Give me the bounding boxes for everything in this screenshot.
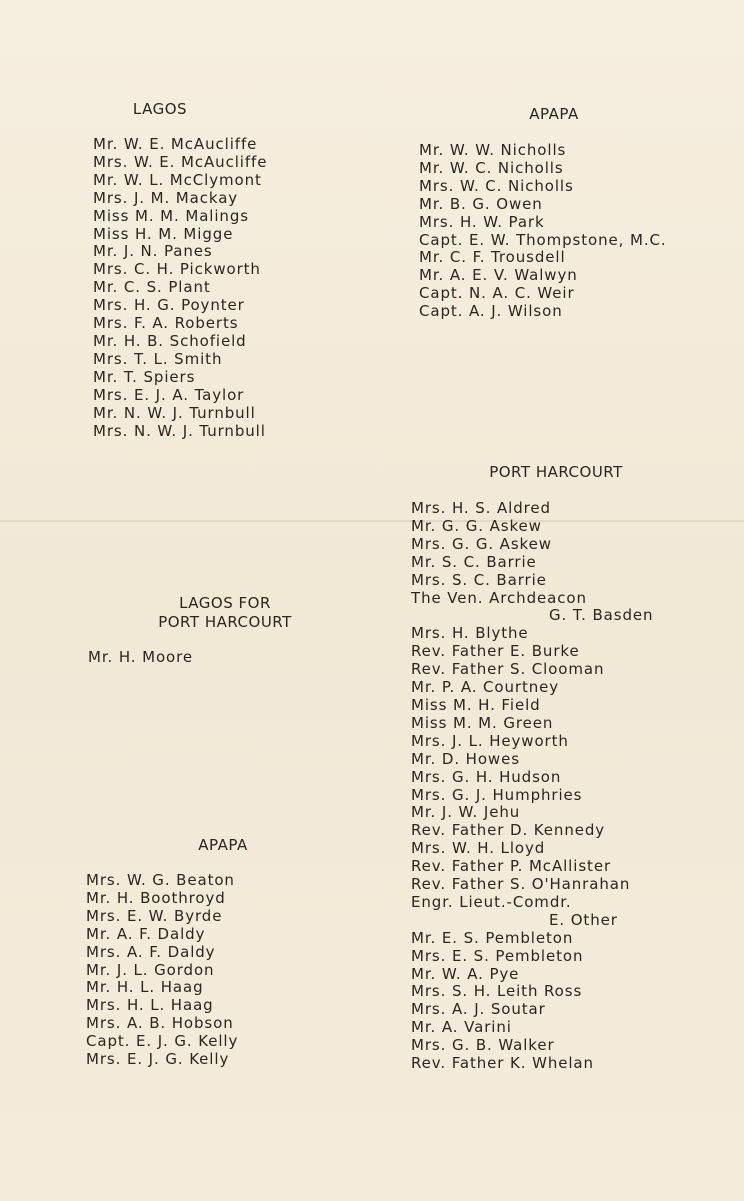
section-apapa-top xyxy=(419,105,719,321)
passenger-name: Mrs. H. L. Haag xyxy=(86,996,214,1015)
section-heading: PORT HARCOURT xyxy=(489,463,623,481)
passenger-name: Mrs. W. H. Lloyd xyxy=(411,839,546,858)
passenger-name: Mr. C. S. Plant xyxy=(93,278,211,297)
passenger-name: Rev. Father E. Burke xyxy=(411,642,580,661)
passenger-name: Mrs. J. M. Mackay xyxy=(93,188,239,207)
passenger-name: Mrs. E. J. A. Taylor xyxy=(93,385,245,404)
passenger-name: Miss M. M. Green xyxy=(411,713,554,732)
passenger-name: Mr. H. Boothroyd xyxy=(86,888,226,907)
passenger-name: Mrs. G. H. Hudson xyxy=(411,767,562,786)
passenger-name: Capt. E. J. G. Kelly xyxy=(86,1032,239,1051)
section-heading: LAGOS xyxy=(132,100,188,118)
passenger-name: Mrs. A. J. Soutar xyxy=(411,1000,546,1019)
passenger-name: Mr. W. C. Nicholls xyxy=(419,158,564,177)
passenger-name: Mr. W. L. McClymont xyxy=(93,170,262,189)
passenger-name: Mr. H. Moore xyxy=(88,648,193,666)
passenger-name: E. Other xyxy=(549,910,618,929)
passenger-name: Mrs. H. W. Park xyxy=(419,212,545,231)
section-heading-line1: LAGOS FOR xyxy=(179,594,271,612)
passenger-name: Mrs. E. J. G. Kelly xyxy=(86,1050,230,1069)
passenger-name: Mr. S. C. Barrie xyxy=(411,552,537,571)
passenger-name: Mr. J. L. Gordon xyxy=(86,960,215,979)
section-heading: APAPA xyxy=(529,105,579,123)
passenger-name: Mrs. W. E. McAucliffe xyxy=(93,152,268,171)
passenger-name: Mrs. F. A. Roberts xyxy=(93,314,239,333)
passenger-name: Mr. H. B. Schofield xyxy=(93,331,247,350)
section-port-harcourt xyxy=(411,463,731,1073)
passenger-name: Capt. N. A. C. Weir xyxy=(419,284,575,303)
passenger-name: Mrs. E. S. Pembleton xyxy=(411,946,584,965)
passenger-name: Mr. E. S. Pembleton xyxy=(411,928,574,947)
passenger-name: Miss H. M. Migge xyxy=(93,224,234,243)
passenger-name: Mr. T. Spiers xyxy=(93,367,196,386)
passenger-name: Mrs. J. L. Heyworth xyxy=(411,731,569,750)
passenger-name: The Ven. Archdeacon xyxy=(411,588,587,607)
passenger-name: Mrs. E. W. Byrde xyxy=(86,906,223,925)
passenger-name: Rev. Father S. Clooman xyxy=(411,660,605,679)
passenger-name: Mrs. G. B. Walker xyxy=(411,1036,555,1055)
name-list xyxy=(411,500,731,1073)
passenger-name: Mrs. H. G. Poynter xyxy=(93,296,245,315)
passenger-name: Capt. A. J. Wilson xyxy=(419,302,563,321)
passenger-name: Miss M. M. Malings xyxy=(93,206,249,225)
passenger-name: Mr. W. W. Nicholls xyxy=(419,141,567,159)
passenger-name: Mrs. A. B. Hobson xyxy=(86,1014,234,1033)
passenger-name: Rev. Father S. O'Hanrahan xyxy=(411,875,631,894)
passenger-name: Mr. H. L. Haag xyxy=(86,978,204,997)
section-heading: APAPA xyxy=(198,836,248,854)
section-heading-line2: PORT HARCOURT xyxy=(158,613,292,631)
section-apapa-bottom xyxy=(86,836,346,1069)
passenger-name: Mr. N. W. J. Turnbull xyxy=(93,403,256,422)
passenger-name: Miss M. H. Field xyxy=(411,695,541,714)
passenger-name: Mr. W. A. Pye xyxy=(411,964,520,983)
passenger-name: Mr. A. E. V. Walwyn xyxy=(419,266,578,285)
name-list xyxy=(419,142,719,321)
passenger-name: Rev. Father D. Kennedy xyxy=(411,821,606,840)
passenger-name: Mrs. H. Blythe xyxy=(411,624,529,643)
passenger-name: Mr. J. W. Jehu xyxy=(411,803,521,822)
name-list xyxy=(93,136,353,440)
name-list xyxy=(88,649,348,667)
passenger-name: Mr. W. E. McAucliffe xyxy=(93,135,258,153)
passenger-name: Mrs. T. L. Smith xyxy=(93,349,223,368)
passenger-name: Mrs. H. S. Aldred xyxy=(411,499,551,517)
passenger-name: Mrs. N. W. J. Turnbull xyxy=(93,421,266,440)
name-list xyxy=(86,872,346,1069)
passenger-name: Mr. C. F. Trousdell xyxy=(419,248,566,267)
passenger-name: Mrs. S. C. Barrie xyxy=(411,570,547,589)
passenger-name: Engr. Lieut.-Comdr. xyxy=(411,892,572,911)
passenger-name: Mr. D. Howes xyxy=(411,749,520,768)
passenger-name: Rev. Father P. McAllister xyxy=(411,857,612,876)
passenger-name: Rev. Father K. Whelan xyxy=(411,1054,594,1073)
passenger-name: Capt. E. W. Thompstone, M.C. xyxy=(419,230,667,249)
passenger-name: Mrs. S. H. Leith Ross xyxy=(411,982,583,1001)
passenger-name: Mr. J. N. Panes xyxy=(93,242,213,261)
passenger-name: Mr. A. F. Daldy xyxy=(86,924,206,943)
passenger-name: Mrs. G. G. Askew xyxy=(411,534,552,553)
section-lagos-for-port-harcourt xyxy=(88,594,348,667)
section-lagos xyxy=(93,100,353,440)
passenger-name: Mrs. W. C. Nicholls xyxy=(419,176,574,195)
passenger-name: Mrs. C. H. Pickworth xyxy=(93,260,261,279)
passenger-name: Mrs. W. G. Beaton xyxy=(86,871,235,889)
passenger-name: Mrs. A. F. Daldy xyxy=(86,942,216,961)
passenger-name: Mr. P. A. Courtney xyxy=(411,678,560,697)
passenger-name: Mr. G. G. Askew xyxy=(411,516,542,535)
passenger-name: Mrs. G. J. Humphries xyxy=(411,785,583,804)
passenger-name: Mr. A. Varini xyxy=(411,1018,512,1037)
passenger-name: Mr. B. G. Owen xyxy=(419,194,543,213)
passenger-name: G. T. Basden xyxy=(549,606,654,625)
